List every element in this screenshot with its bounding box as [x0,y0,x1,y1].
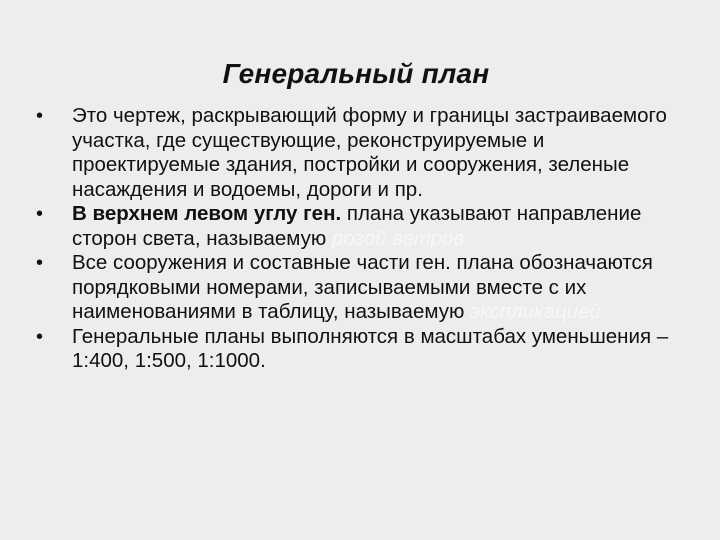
bullet-text: Генеральные планы выполняются в масштабах уменьшения – 1:400, 1:500, 1:1000. [72,324,669,372]
bullet-item-2 [28,202,698,251]
bullet-item-1 [28,104,698,202]
bullet-text: Все сооружения и составные части ген. плана обозначаются порядковыми номерами, записываемыми вместе с их наименованиями в таблицу, называемую [72,251,653,323]
bullet-icon: • [36,325,44,348]
bullet-faint-text: экспликацией. [470,300,607,323]
slide-title [0,54,720,94]
bullet-icon: • [36,252,44,274]
bullet-faint-text: розой ветров. [331,226,470,250]
bullet-item-3 [28,251,698,325]
bullet-icon: • [36,203,44,225]
bullet-strong-text: В верхнем левом углу ген. [72,202,342,225]
bullet-list [28,104,698,374]
bullet-text: плана указывают направление сторон света, называемую [72,202,642,250]
slide-title-text: Генеральный план [222,58,490,89]
bullet-icon: • [36,105,44,127]
bullet-item-4 [28,325,698,374]
bullet-text: Это чертеж, раскрывающий форму и границы застраиваемого участка, где существующие, реконструируемые и проектируемые здания, постройки и сооружения, зеленые насаждения и водоемы, дороги и пр. [72,104,667,201]
